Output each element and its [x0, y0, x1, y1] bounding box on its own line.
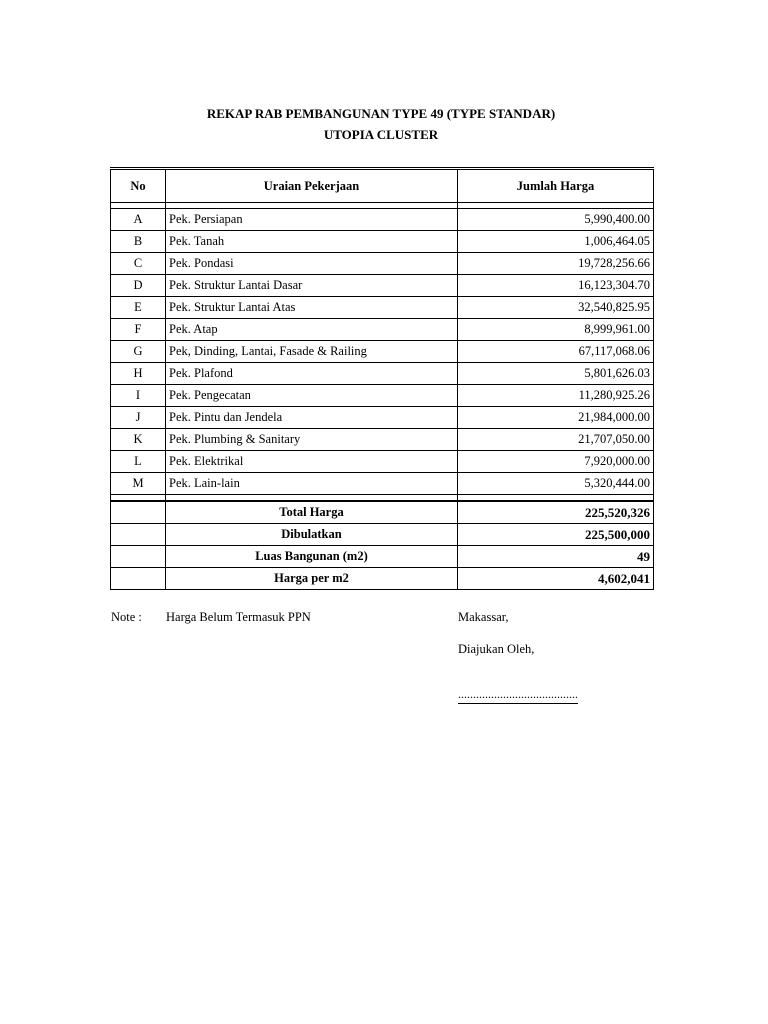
table-body: [111, 203, 654, 590]
row-no: J: [111, 407, 166, 429]
row-description: Pek. Tanah: [166, 231, 458, 253]
summary-row: [111, 568, 654, 590]
city-text: Makassar,: [458, 610, 509, 624]
row-no: B: [111, 231, 166, 253]
row-no: D: [111, 275, 166, 297]
cost-summary-table: [110, 167, 654, 590]
row-no: I: [111, 385, 166, 407]
row-amount: 16,123,304.70: [458, 275, 654, 297]
row-amount: 7,920,000.00: [458, 451, 654, 473]
summary-value: 225,520,326: [458, 501, 654, 524]
row-amount: 32,540,825.95: [458, 297, 654, 319]
header-no: No: [111, 169, 166, 203]
row-no: H: [111, 363, 166, 385]
row-description: Pek. Struktur Lantai Atas: [166, 297, 458, 319]
table-row: [111, 429, 654, 451]
row-no: L: [111, 451, 166, 473]
summary-empty-cell: [111, 501, 166, 524]
summary-label: Dibulatkan: [166, 524, 458, 546]
table-row: [111, 451, 654, 473]
row-no: G: [111, 341, 166, 363]
summary-row: [111, 501, 654, 524]
row-description: Pek. Pondasi: [166, 253, 458, 275]
table-row: [111, 319, 654, 341]
row-amount: 67,117,068.06: [458, 341, 654, 363]
note-text: Harga Belum Termasuk PPN: [166, 610, 311, 624]
row-amount: 21,984,000.00: [458, 407, 654, 429]
summary-empty-cell: [111, 546, 166, 568]
row-description: Pek. Pengecatan: [166, 385, 458, 407]
document-subtitle: UTOPIA CLUSTER: [323, 127, 439, 142]
row-no: C: [111, 253, 166, 275]
summary-value: 4,602,041: [458, 568, 654, 590]
proposed-by-text: Diajukan Oleh,: [458, 642, 535, 656]
row-amount: 21,707,050.00: [458, 429, 654, 451]
table-row: [111, 385, 654, 407]
table-header-row: [111, 169, 654, 203]
summary-value: 225,500,000: [458, 524, 654, 546]
table-row: [111, 341, 654, 363]
row-description: Pek, Dinding, Lantai, Fasade & Railing: [166, 341, 458, 363]
note-label: Note :: [111, 610, 142, 624]
row-amount: 11,280,925.26: [458, 385, 654, 407]
row-no: E: [111, 297, 166, 319]
table-row: [111, 275, 654, 297]
table-row: [111, 363, 654, 385]
summary-label: Total Harga: [166, 501, 458, 524]
row-description: Pek. Struktur Lantai Dasar: [166, 275, 458, 297]
summary-empty-cell: [111, 568, 166, 590]
summary-empty-cell: [111, 524, 166, 546]
row-description: Pek. Lain-lain: [166, 473, 458, 495]
row-description: Pek. Elektrikal: [166, 451, 458, 473]
table-row: [111, 253, 654, 275]
row-amount: 5,801,626.03: [458, 363, 654, 385]
row-description: Pek. Atap: [166, 319, 458, 341]
row-amount: 1,006,464.05: [458, 231, 654, 253]
summary-row: [111, 546, 654, 568]
row-description: Pek. Persiapan: [166, 209, 458, 231]
row-no: A: [111, 209, 166, 231]
header-description: Uraian Pekerjaan: [166, 169, 458, 203]
row-amount: 19,728,256.66: [458, 253, 654, 275]
document-title: REKAP RAB PEMBANGUNAN TYPE 49 (TYPE STANDAR): [206, 106, 556, 121]
summary-value: 49: [458, 546, 654, 568]
table-row: [111, 209, 654, 231]
row-description: Pek. Pintu dan Jendela: [166, 407, 458, 429]
row-amount: 8,999,961.00: [458, 319, 654, 341]
summary-label: Luas Bangunan (m2): [166, 546, 458, 568]
row-no: F: [111, 319, 166, 341]
row-description: Pek. Plafond: [166, 363, 458, 385]
header-amount: Jumlah Harga: [458, 169, 654, 203]
summary-row: [111, 524, 654, 546]
signature-line: ........................................: [458, 687, 578, 704]
summary-label: Harga per m2: [166, 568, 458, 590]
row-no: K: [111, 429, 166, 451]
table-row: [111, 473, 654, 495]
table-row: [111, 407, 654, 429]
table-row: [111, 297, 654, 319]
table-row: [111, 231, 654, 253]
row-amount: 5,320,444.00: [458, 473, 654, 495]
row-description: Pek. Plumbing & Sanitary: [166, 429, 458, 451]
row-no: M: [111, 473, 166, 495]
row-amount: 5,990,400.00: [458, 209, 654, 231]
